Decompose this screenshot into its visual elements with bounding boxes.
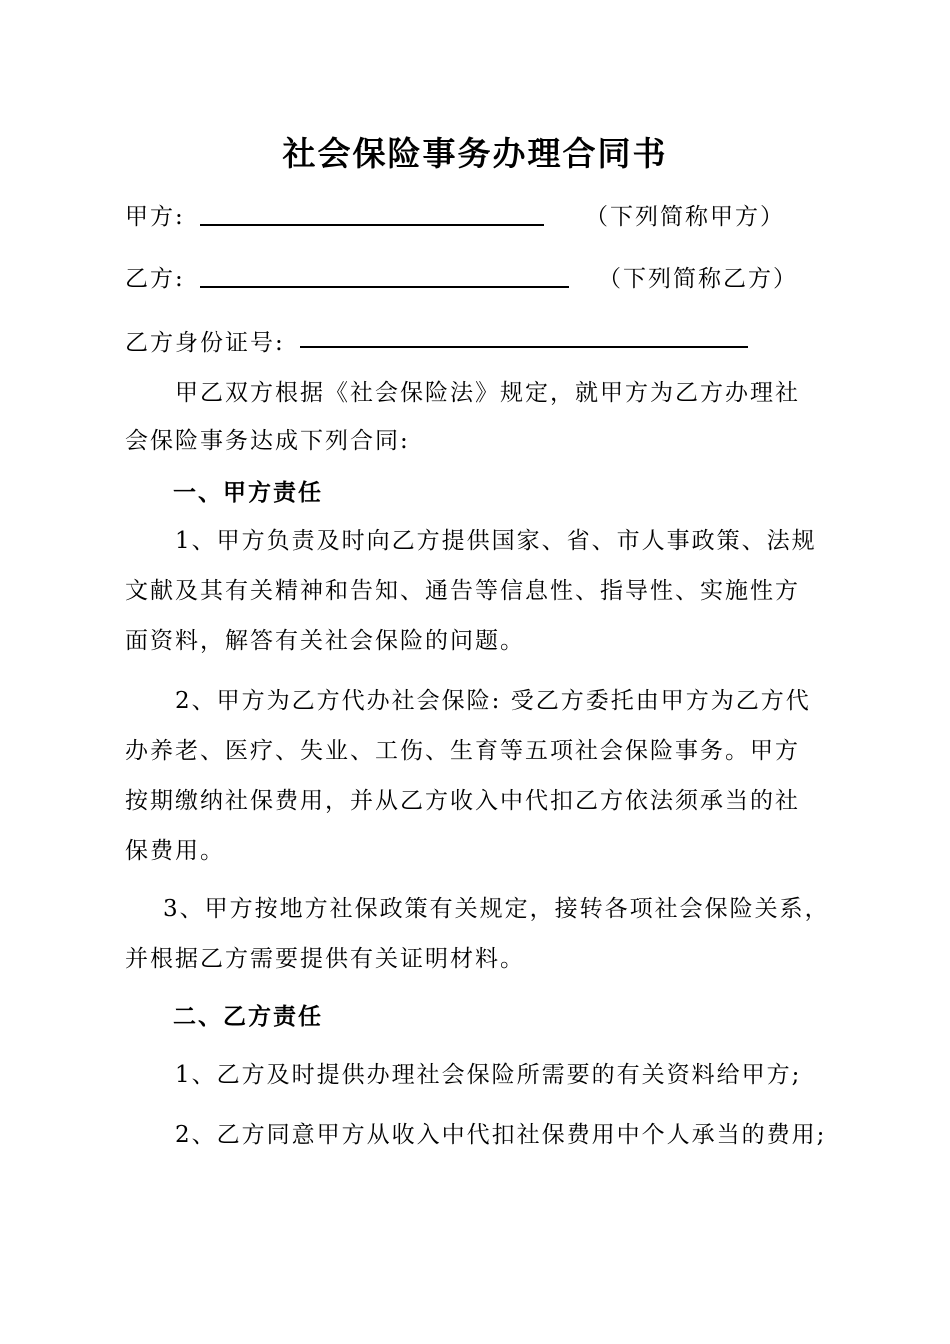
id-number-field[interactable] — [300, 346, 748, 348]
section-1-heading: 一、甲方责任 — [173, 480, 323, 506]
s1-item1-line-1: 1、甲方负责及时向乙方提供国家、省、市人事政策、法规 — [175, 528, 817, 554]
section-2-heading: 二、乙方责任 — [173, 1004, 323, 1030]
s1-item2-line-2: 办养老、医疗、失业、工伤、生育等五项社会保险事务。甲方 — [125, 738, 800, 764]
s1-item2-line-3: 按期缴纳社保费用，并从乙方收入中代扣乙方依法须承当的社 — [125, 788, 800, 814]
s2-item1: 1、乙方及时提供办理社会保险所需要的有关资料给甲方; — [175, 1062, 802, 1088]
id-number-label: 乙方身份证号: — [125, 330, 285, 356]
s1-item2-line-4: 保费用。 — [125, 838, 225, 864]
intro-line-2: 会保险事务达成下列合同: — [125, 428, 410, 454]
party-b-note: （下列简称乙方） — [598, 266, 798, 292]
party-b-label: 乙方: — [125, 266, 185, 292]
s2-item2: 2、乙方同意甲方从收入中代扣社保费用中个人承当的费用; — [175, 1122, 827, 1148]
document-title: 社会保险事务办理合同书 — [282, 134, 668, 173]
party-a-label: 甲方: — [125, 204, 185, 230]
s1-item2-line-1: 2、甲方为乙方代办社会保险: 受乙方委托由甲方为乙方代 — [175, 688, 811, 714]
party-b-field[interactable] — [200, 286, 569, 288]
intro-line-1: 甲乙双方根据《社会保险法》规定，就甲方为乙方办理社 — [175, 380, 800, 406]
s1-item3-line-1: 3、甲方按地方社保政策有关规定，接转各项社会保险关系， — [163, 896, 830, 922]
party-a-note: （下列简称甲方） — [585, 204, 785, 230]
party-a-field[interactable] — [200, 224, 544, 226]
s1-item1-line-3: 面资料，解答有关社会保险的问题。 — [125, 628, 525, 654]
s1-item3-line-2: 并根据乙方需要提供有关证明材料。 — [125, 946, 525, 972]
s1-item1-line-2: 文献及其有关精神和告知、通告等信息性、指导性、实施性方 — [125, 578, 800, 604]
